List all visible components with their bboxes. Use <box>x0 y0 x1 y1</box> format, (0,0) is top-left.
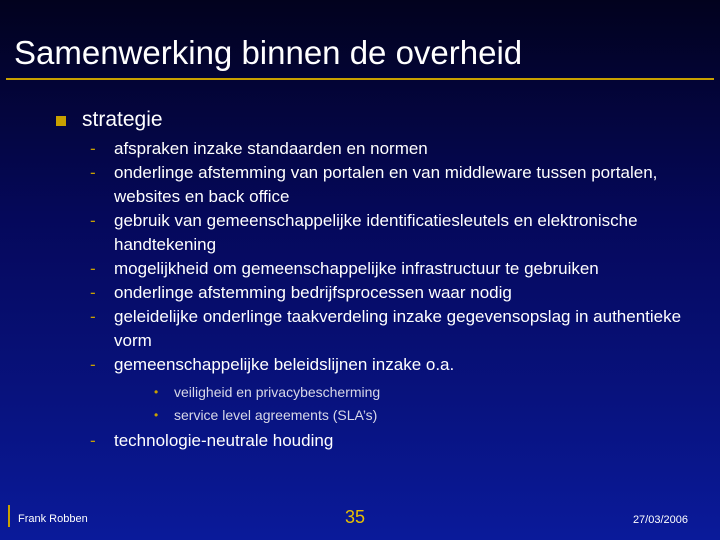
footer-author: Frank Robben <box>18 513 88 525</box>
level1-label: strategie <box>82 108 163 131</box>
slide-title: Samenwerking binnen de overheid <box>14 34 523 71</box>
list-item-text: geleidelijke onderlinge taakverdeling inzake gegevensopslag in authentieke vorm <box>114 307 682 350</box>
bullet-list <box>86 137 686 453</box>
list-item <box>86 281 686 305</box>
sub-list-item <box>154 381 686 404</box>
list-item-text: mogelijkheid om gemeenschappelijke infrastructuur te gebruiken <box>114 259 599 278</box>
list-item-text: gebruik van gemeenschappelijke identificatiesleutels en elektronische handtekening <box>114 211 638 254</box>
dot-bullet-icon: • <box>154 408 159 422</box>
list-item-text: gemeenschappelijke beleidslijnen inzake o.a. <box>114 355 455 374</box>
list-item <box>86 305 686 353</box>
footer-accent-bar <box>8 505 10 527</box>
sub-list-item-text: veiligheid en privacybescherming <box>174 384 381 400</box>
dash-bullet-icon: - <box>90 283 96 302</box>
sub-list-item-text: service level agreements (SLA’s) <box>174 407 378 423</box>
list-item-text: onderlinge afstemming bedrijfsprocessen waar nodig <box>114 283 512 302</box>
list-item <box>86 161 686 209</box>
list-item-text: afspraken inzake standaarden en normen <box>114 139 428 158</box>
title-divider <box>6 78 714 80</box>
page-number: 35 <box>345 507 366 527</box>
dash-bullet-icon: - <box>90 259 96 278</box>
list-item-text: technologie-neutrale houding <box>114 431 334 450</box>
footer-date: 27/03/2006 <box>632 514 688 526</box>
dash-bullet-icon: - <box>90 139 96 158</box>
dash-bullet-icon: - <box>90 163 96 182</box>
list-item-text: onderlinge afstemming van portalen en van middleware tussen portalen, websites en back office <box>114 163 658 206</box>
list-item <box>86 209 686 257</box>
sub-bullet-list <box>114 381 686 427</box>
list-item <box>86 429 686 453</box>
level1-bullet-row <box>56 108 163 132</box>
list-item <box>86 137 686 161</box>
dash-bullet-icon: - <box>90 355 96 374</box>
dash-bullet-icon: - <box>90 431 96 450</box>
square-bullet-icon <box>56 116 66 126</box>
sub-list-item <box>154 404 686 427</box>
list-item <box>86 257 686 281</box>
dash-bullet-icon: - <box>90 211 96 230</box>
dot-bullet-icon: • <box>154 385 159 399</box>
dash-bullet-icon: - <box>90 307 96 326</box>
list-item <box>86 353 686 427</box>
